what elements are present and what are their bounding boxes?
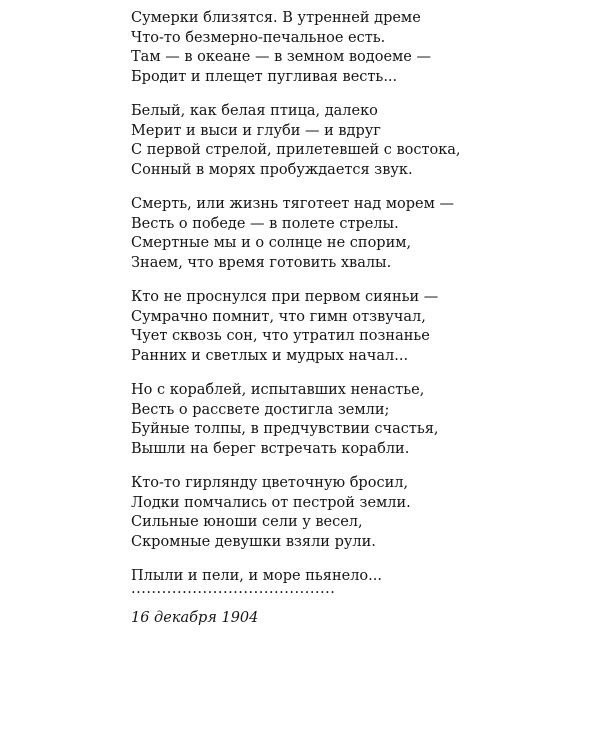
poem-line: Сумерки близятся. В утренней дреме	[131, 10, 421, 26]
poem-line: Сильные юноши сели у весел,	[131, 514, 363, 530]
poem-line: Смертные мы и о солнце не спорим,	[131, 235, 412, 251]
poem-line: Ранних и светлых и мудрых начал...	[131, 347, 409, 364]
poem-line: Лодки помчались от пестрой земли.	[131, 494, 411, 511]
poem-line: Там — в океане — в земном водоеме —	[131, 49, 431, 65]
stanza-3	[131, 195, 571, 273]
poem-line: Весть о рассвете достигла земли;	[131, 401, 390, 418]
stanza-6	[131, 474, 571, 552]
poem-line: Чует сквозь сон, что утратил познанье	[131, 328, 430, 344]
poem-date: 16 декабря 1904	[131, 609, 259, 626]
poem-line: Смерть, или жизнь тяготеет над морем —	[131, 196, 455, 212]
poem-line: Сумрачно помнит, что гимн отзвучал,	[131, 308, 426, 325]
stanza-final	[131, 567, 571, 595]
poem-line: Кто не проснулся при первом сияньи —	[131, 289, 439, 305]
poem-line: Белый, как белая птица, далеко	[131, 103, 378, 119]
poem-line: Весть о победе — в полете стрелы.	[131, 215, 399, 232]
poem-line: Знаем, что время готовить хвалы.	[131, 254, 392, 271]
stanza-1	[131, 9, 571, 87]
poem-line: Вышли на берег встречать корабли.	[131, 440, 410, 457]
stanza-2	[131, 102, 571, 180]
poem-line: Кто-то гирлянду цветочную бросил,	[131, 475, 409, 491]
stanza-5	[131, 381, 571, 459]
poem-line: С первой стрелой, прилетевшей с востока,	[131, 142, 461, 158]
poem	[131, 9, 571, 628]
poem-final-line: Плыли и пели, и море пьянело...	[131, 568, 382, 584]
ellipsis-line: ........................................	[131, 580, 336, 597]
poem-line: Скромные девушки взяли рули.	[131, 533, 376, 550]
poem-line: Но с кораблей, испытавших ненастье,	[131, 382, 425, 398]
poem-line: Сонный в морях пробуждается звук.	[131, 161, 413, 178]
poem-line: Буйные толпы, в предчувствии счастья,	[131, 421, 439, 437]
poem-line: Бродит и плещет пугливая весть...	[131, 68, 398, 85]
stanza-4	[131, 288, 571, 366]
poem-line: Что-то безмерно-печальное есть.	[131, 29, 386, 46]
poem-line: Мерит и выси и глуби — и вдруг	[131, 122, 381, 139]
